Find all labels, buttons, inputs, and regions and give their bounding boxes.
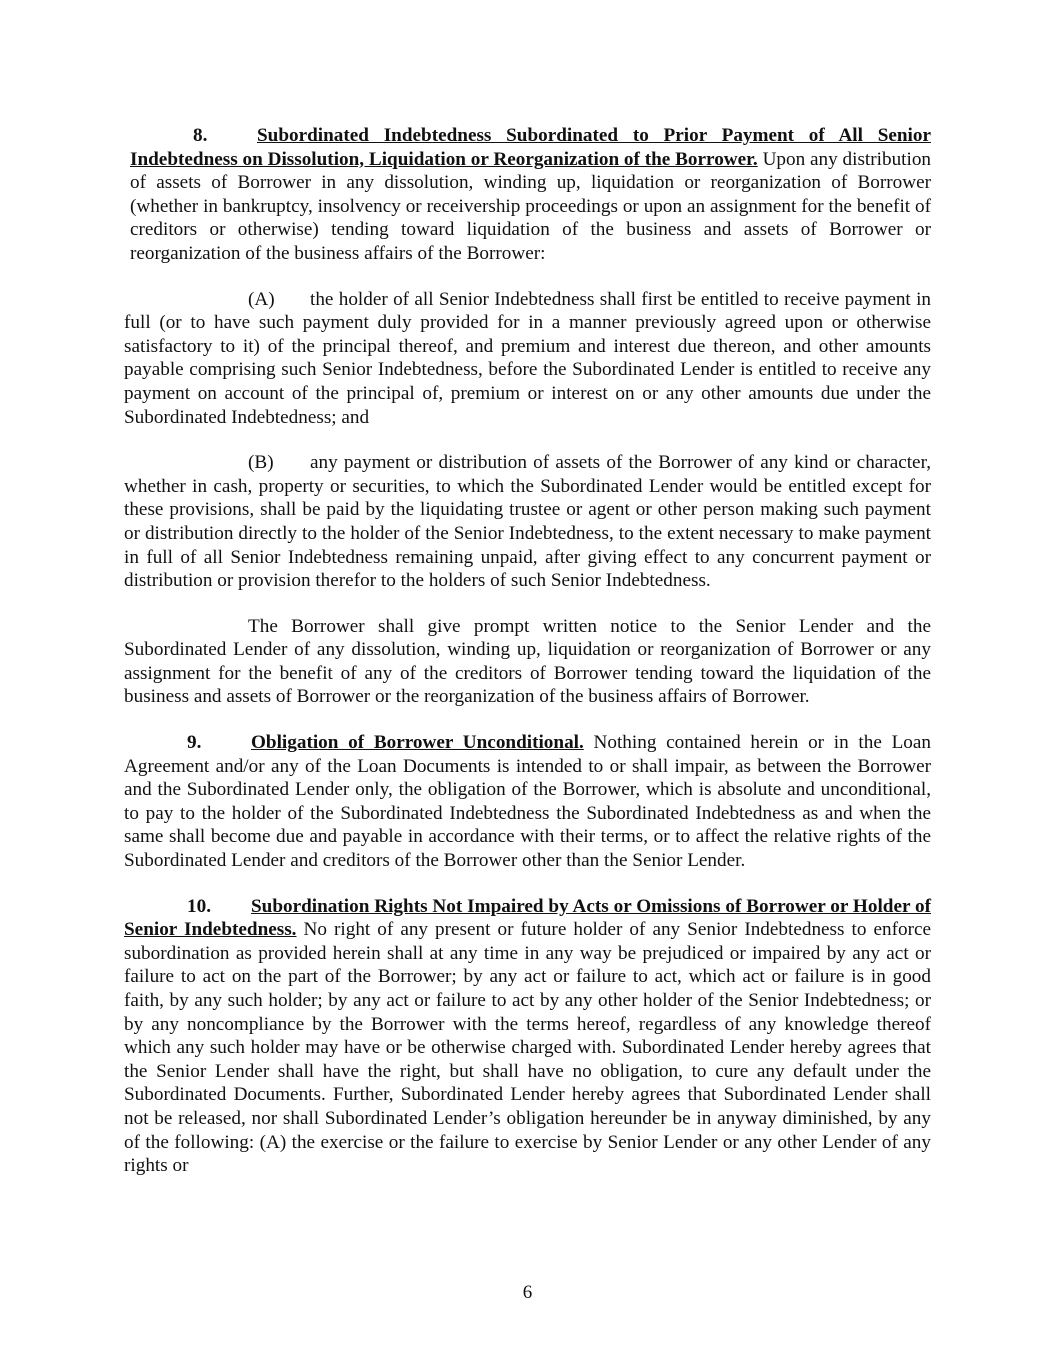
page-number: 6 [522, 1282, 533, 1303]
section-10-paragraph [124, 895, 931, 1178]
section-8a-body: the holder of all Senior Indebtedness shall first be entitled to receive payment in full (or to have such payment duly provided for in a manner previously agreed upon or otherwise satisfactory to it) of the principal thereof, and premium and interest due thereon, and other amounts payable comprising such Senior Indebtedness, before the Subordinated Lender is entitled to receive any payment on account of the principal of, premium or interest on or any other amounts due under the Subordinated Indebtedness; and [124, 288, 931, 428]
document-page [124, 124, 931, 1200]
section-8-notice-body: The Borrower shall give prompt written notice to the Senior Lender and the Subordinated Lender of any dissolution, winding up, liquidation or reorganization of Borrower or any assignment for the benefit of any of the creditors of Borrower tending toward the liquidation of the business and assets of Borrower or the reorganization of the business affairs of Borrower. [124, 615, 931, 708]
section-9-heading: Obligation of Borrower Unconditional. [251, 732, 584, 754]
section-8-notice-paragraph [124, 615, 931, 709]
section-9-number: 9. [187, 732, 202, 754]
section-8b-body: any payment or distribution of assets of the Borrower of any kind or character, whether in cash, property or securities, to which the Subordinated Lender would be entitled except for these provisions, shall be paid by the liquidating trustee or agent or other person making such payment or distribution directly to the holder of the Senior Indebtedness, to the extent necessary to make payment in full of all Senior Indebtedness remaining unpaid, after giving effect to any concurrent payment or distribution or provision therefor to the holders of such Senior Indebtedness. [124, 452, 931, 592]
section-8a-label: (A) [248, 288, 275, 310]
section-8-body: Upon any distribution of assets of Borrower in any dissolution, winding up, liquidation or reorganization of Borrower (whether in bankruptcy, insolvency or receivership proceedings or upon an assignment for the benefit of creditors or otherwise) tending toward liquidation of the business and assets of Borrower or reorganization of the business affairs of the Borrower: [130, 148, 932, 264]
section-10-heading: Subordination Rights Not Impaired by Acts or Omissions of Borrower or Holder of Senior Indebtedness. [124, 895, 931, 941]
section-8a-paragraph [124, 288, 931, 430]
section-10-number: 10. [187, 895, 211, 917]
section-8b-paragraph [124, 451, 931, 593]
section-9-paragraph [124, 731, 931, 873]
section-10-body: No right of any present or future holder of any Senior Indebtedness to enforce subordination as provided herein shall at any time in any way be prejudiced or impaired by any act or failure to act on the part of the Borrower; by any act or failure to act, which act or failure is in good faith, by any such holder; by any act or failure to act by any other holder of the Senior Indebtedness; or by any noncompliance by the Borrower with the terms hereof, regardless of any knowledge thereof which any such holder may have or be otherwise charged with. Subordinated Lender hereby agrees that the Senior Lender shall have the right, but shall have no obligation, to cure any default under the Subordinated Documents. Further, Subordinated Lender hereby agrees that Subordinated Lender shall not be released, nor shall Subordinated Lender’s obligation hereunder be in anyway diminished, by any of the following: (A) the exercise or the failure to exercise by Senior Lender or any other Lender of any rights or [124, 919, 931, 1177]
section-8b-label: (B) [248, 452, 274, 474]
section-9-body: Nothing contained herein or in the Loan Agreement and/or any of the Loan Documents is intended to or shall impair, as between the Borrower and the Subordinated Lender only, the obligation of the Borrower, which is absolute and unconditional, to pay to the holder of the Subordinated Indebtedness the Subordinated Indebtedness as and when the same shall become due and payable in accordance with their terms, or to affect the relative rights of the Subordinated Lender and creditors of the Borrower other than the Senior Lender. [124, 732, 931, 872]
section-8-number: 8. [193, 125, 208, 146]
section-8-heading: Subordinated Indebtedness Subordinated to Prior Payment of All Senior Indebtedness on Dissolution, Liquidation or Reorganization of the Borrower. [130, 125, 931, 170]
section-8-paragraph [124, 124, 931, 266]
